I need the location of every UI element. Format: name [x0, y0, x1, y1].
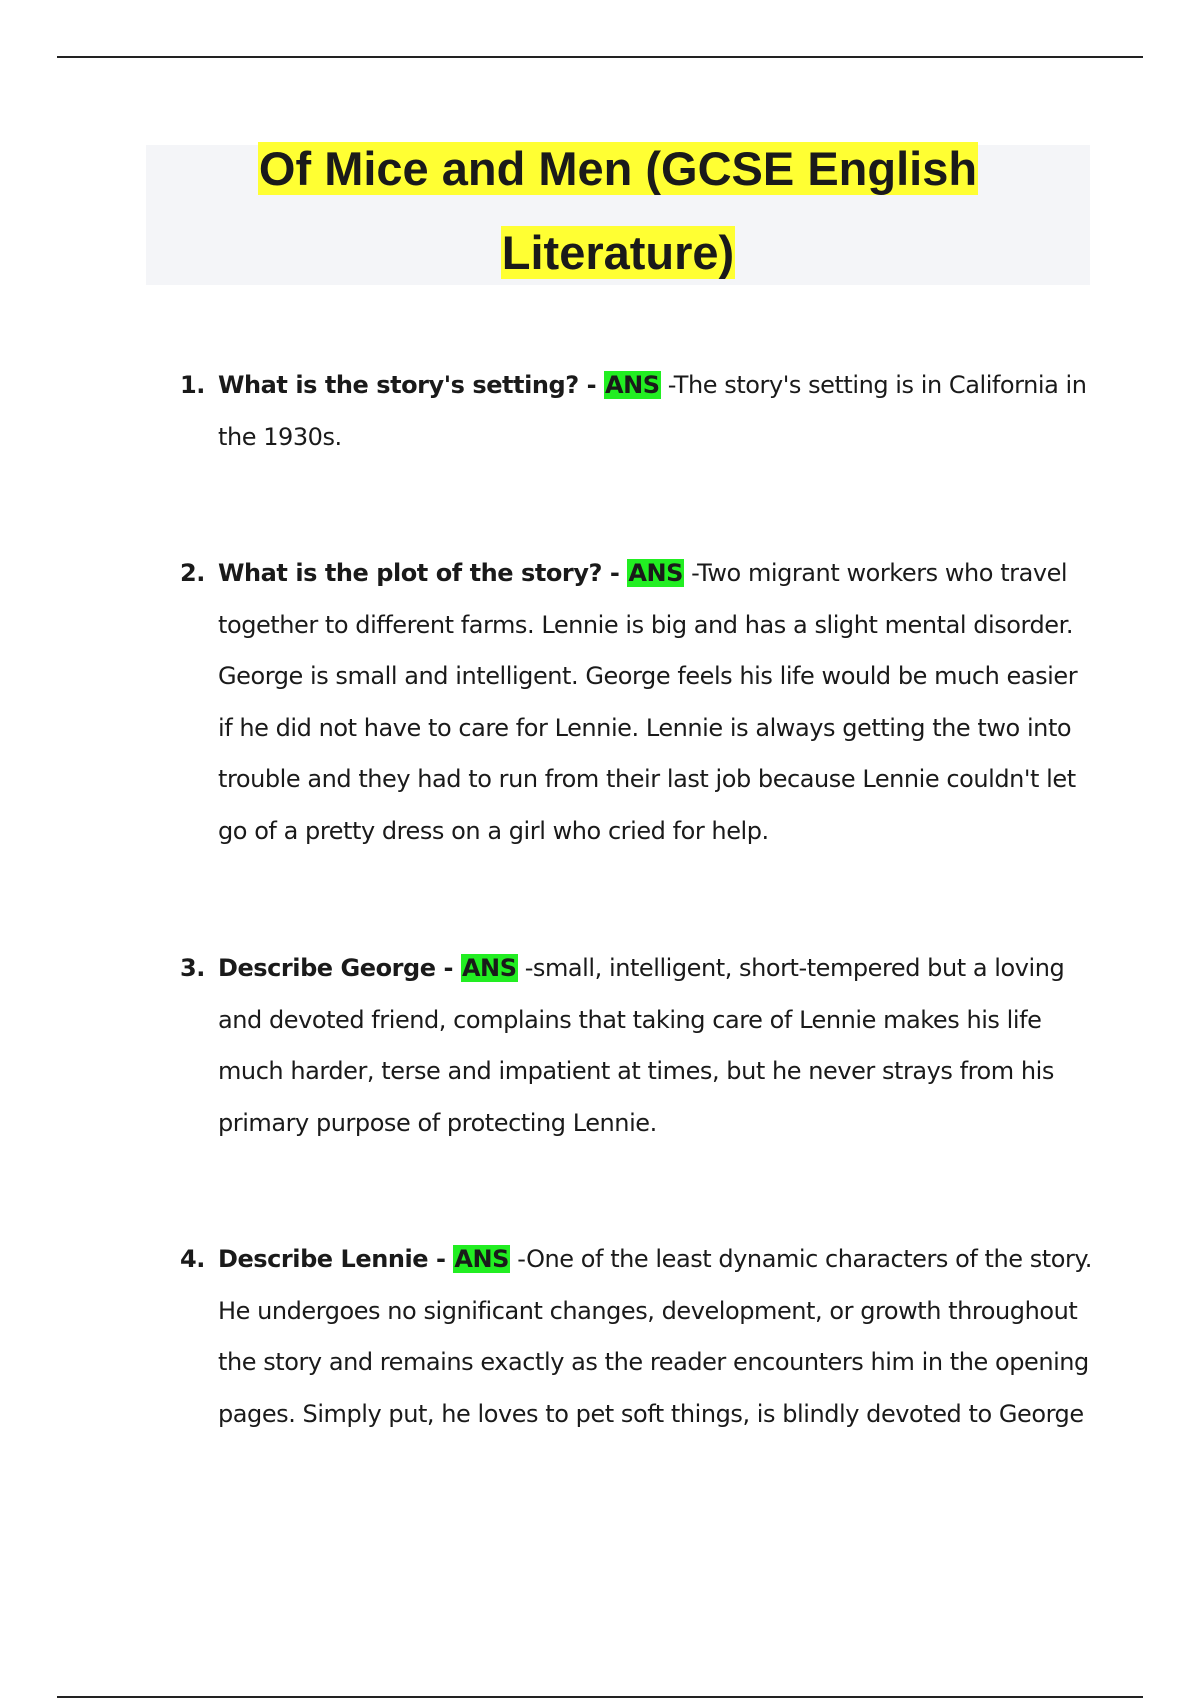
ans-label: ANS	[461, 954, 517, 982]
ans-label: ANS	[628, 559, 683, 587]
question-text: Describe George	[218, 954, 436, 982]
question-separator: -	[602, 559, 628, 587]
title-line-1: Of Mice and Men (GCSE English	[258, 142, 978, 195]
question-text: What is the story's setting?	[218, 371, 579, 399]
ans-label: ANS	[605, 371, 660, 399]
question-text: What is the plot of the story?	[218, 559, 602, 587]
item-number: 1.	[180, 371, 205, 399]
answer-text: -One of the least dynamic characters of the story. He undergoes no significant changes, development, or growth throughout the story and remains exactly as the reader encounters him in the opening pages. Simply put, he loves to pet soft things, is blindly devoted to George	[218, 1245, 1092, 1428]
list-item	[180, 360, 1098, 463]
question-text: Describe Lennie	[218, 1245, 429, 1273]
list-item	[180, 943, 1098, 1149]
answer-text: -small, intelligent, short-tempered but a loving and devoted friend, complains that taking care of Lennie makes his life much harder, terse and impatient at times, but he never strays from his primary purpose of protecting Lennie.	[218, 954, 1065, 1137]
question-separator: -	[578, 371, 605, 399]
item-number: 4.	[180, 1245, 205, 1273]
question-separator: -	[428, 1245, 454, 1273]
list-item	[180, 1234, 1098, 1440]
bottom-rule	[57, 1696, 1143, 1698]
title-line-2: Literature)	[501, 226, 735, 279]
ans-label: ANS	[454, 1245, 510, 1273]
answer-text: -Two migrant workers who travel together to different farms. Lennie is big and has a slight mental disorder. George is small and intelligent. George feels his life would be much easier if he did not have to care for Lennie. Lennie is always getting the two into trouble and they had to run from their last job because Lennie couldn't let go of a pretty dress on a girl who cried for help.	[218, 559, 1078, 845]
answer-text: -The story's setting is in California in the 1930s.	[218, 371, 1087, 451]
list-item	[180, 548, 1098, 857]
item-number: 3.	[180, 954, 205, 982]
question-separator: -	[435, 954, 461, 982]
item-number: 2.	[180, 559, 205, 587]
